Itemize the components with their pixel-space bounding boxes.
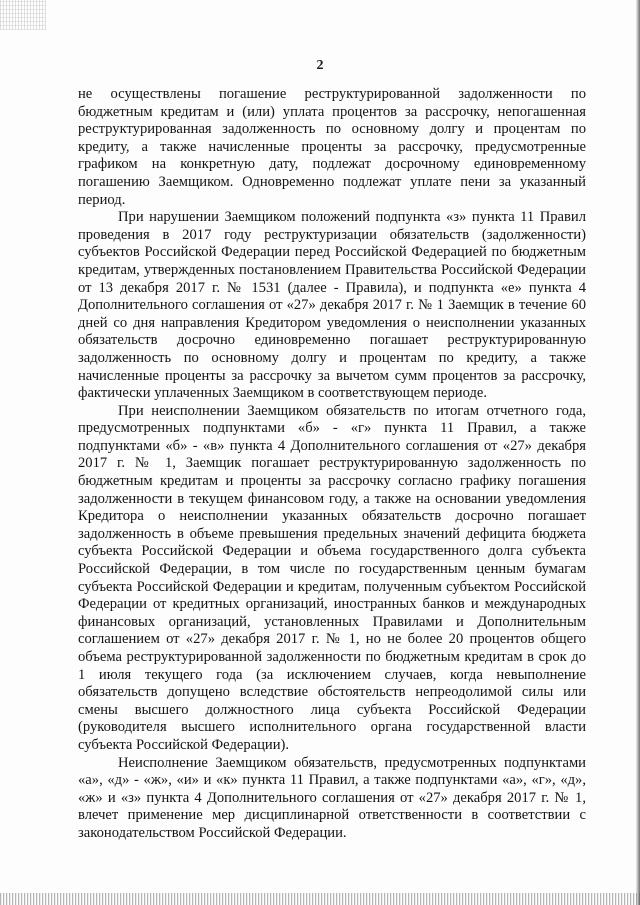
scan-edge-shadow: [636, 0, 640, 905]
paragraph: При неисполнении Заемщиком обязательств по итогам отчетного года, предусмотренных подпунктами «б» - «г» пункта 11 Правил, а также подпунктами «б» - «в» пункта 4 Дополнительного соглашения от «27» декабря 2017 г. № 1, Заемщик погашает реструктурированную задолженность по бюджетным кредитам и проценты за рассрочку согласно графику погашения задолженности в текущем финансовом году, а также на основании уведомления Кредитора о неисполнении указанных обязательств досрочно погашает задолженность в объеме превышения предельных значений дефицита бюджета субъекта Российской Федерации и объема государственного долга субъекта Российской Федерации, в том числе по государственным ценным бумагам субъекта Российской Федерации и кредитам, полученным субъектом Российской Федерации от кредитных организаций, иностранных банков и международных финансовых организаций, установленных Правилами и Дополнительным соглашением от «27» декабря 2017 г. № 1, но не более 20 процентов общего объема реструктурированной задолженности по бюджетным кредитам в срок до 1 июля текущего года (за исключением случаев, когда невыполнение обязательств допущено вследствие обстоятельств непреодолимой силы или смены высшего должностного лица субъекта Российской Федерации (руководителя высшего исполнительного органа государственной власти субъекта Российской Федерации).: [78, 402, 586, 753]
page-number: 2: [316, 58, 324, 73]
scan-artifact: [0, 0, 46, 30]
document-body: [78, 86, 586, 843]
paragraph: Неисполнение Заемщиком обязательств, предусмотренных подпунктами «а», «д» - «ж», «и» и «к» пункта 11 Правил, а также подпунктами «а», «г», «д», «ж» и «з» пункта 4 Дополнительного соглашения от «27» декабря 2017 г. № 1, влечет применение мер дисциплинарной ответственности в соответствии с законодательством Российской Федерации.: [78, 754, 586, 841]
paragraph: При нарушении Заемщиком положений подпункта «з» пункта 11 Правил проведения в 2017 году реструктуризации обязательств (задолженности) субъектов Российской Федерации перед Российской Федерацией по бюджетным кредитам, утвержденных постановлением Правительства Российской Федерации от 13 декабря 2017 г. № 1531 (далее - Правила), и подпункта «е» пункта 4 Дополнительного соглашения от «27» декабря 2017 г. № 1 Заемщик в течение 60 дней со дня направления Кредитором уведомления о неисполнении указанных обязательств досрочно единовременно погашает реструктурированную задолженность по основному долгу и процентам по кредиту, а также начисленные проценты за рассрочку за вычетом сумм процентов за рассрочку, фактически уплаченных Заемщиком в соответствующем периоде.: [78, 209, 586, 402]
paragraph: не осуществлены погашение реструктурированной задолженности по бюджетным кредитам и (или) уплата процентов за рассрочку, непогашенная реструктурированная задолженность по основному долгу и процентам по кредиту, а также начисленные проценты за рассрочку, предусмотренные графиком на конкретную дату, подлежат досрочному единовременному погашению Заемщиком. Одновременно подлежат уплате пени за указанный период.: [78, 86, 586, 208]
scan-edge-noise: [0, 893, 640, 905]
